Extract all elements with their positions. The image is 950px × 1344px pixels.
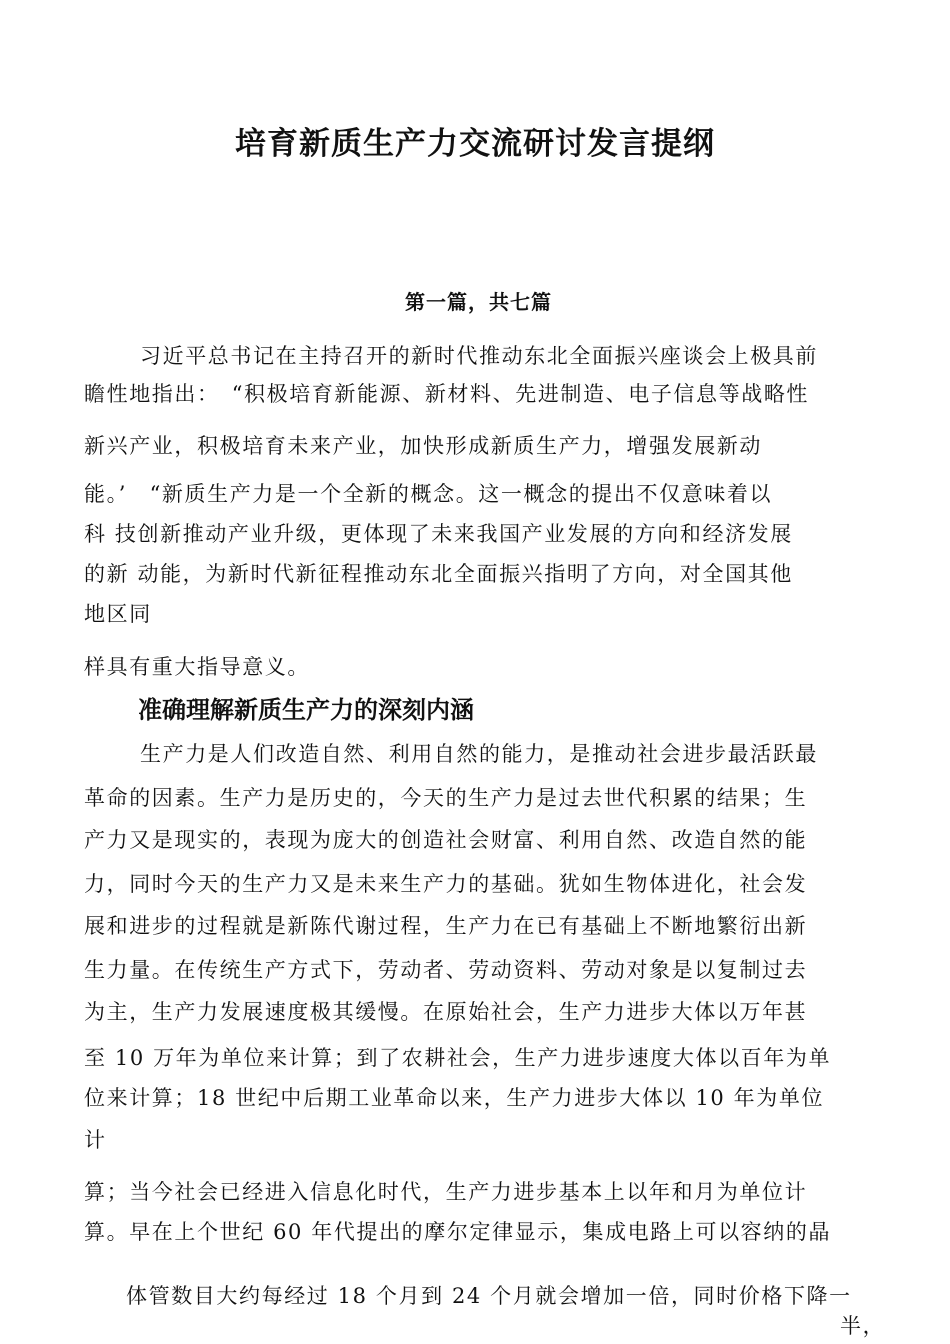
body-line: 生力量。在传统生产方式下，劳动者、劳动资料、劳动对象是以复制过去 bbox=[84, 958, 808, 982]
body-line: 计 bbox=[84, 1128, 107, 1152]
body-line: 力，同时今天的生产力又是未来生产力的基础。犹如生物体进化，社会发 bbox=[84, 872, 808, 896]
body-line: 位来计算；18 世纪中后期工业革命以来，生产力进步大体以 10 年为单位 bbox=[84, 1086, 825, 1110]
body-line: 至 10 万年为单位来计算；到了农耕社会，生产力进步速度大体以百年为单 bbox=[84, 1046, 832, 1070]
body-line: 体管数目大约每经过 18 个月到 24 个月就会增加一倍，同时价格下降一 bbox=[126, 1284, 852, 1308]
intro-line: 瞻性地指出： “积极培育新能源、新材料、先进制造、电子信息等战略性 bbox=[84, 382, 810, 406]
intro-line: 样具有重大指导意义。 bbox=[84, 655, 310, 679]
intro-line: 科 技创新推动产业升级，更体现了未来我国产业发展的方向和经济发展 bbox=[84, 522, 793, 546]
body-line: 生产力是人们改造自然、利用自然的能力，是推动社会进步最活跃最 bbox=[140, 742, 818, 766]
document-title: 培育新质生产力交流研讨发言提纲 bbox=[235, 126, 715, 162]
body-line: 算。早在上个世纪 60 年代提出的摩尔定律显示，集成电路上可以容纳的晶 bbox=[84, 1220, 832, 1244]
intro-line: 新兴产业，积极培育未来产业，加快形成新质生产力，增强发展新动 bbox=[84, 434, 762, 458]
intro-line: 地区同 bbox=[84, 602, 152, 626]
body-line: 为主，生产力发展速度极其缓慢。在原始社会，生产力进步大体以万年甚 bbox=[84, 1000, 808, 1024]
body-line: 展和进步的过程就是新陈代谢过程，生产力在已有基础上不断地繁衍出新 bbox=[84, 914, 808, 938]
body-line: 半， bbox=[840, 1314, 886, 1338]
body-line: 产力又是现实的，表现为庞大的创造社会财富、利用自然、改造自然的能 bbox=[84, 828, 808, 852]
intro-line: 的新 动能，为新时代新征程推动东北全面振兴指明了方向，对全国其他 bbox=[84, 562, 793, 586]
body-line: 革命的因素。生产力是历史的，今天的生产力是过去世代积累的结果；生 bbox=[84, 786, 808, 810]
part-label: 第一篇，共七篇 bbox=[405, 290, 552, 314]
intro-line: 习近平总书记在主持召开的新时代推动东北全面振兴座谈会上极具前 bbox=[140, 344, 818, 368]
intro-line: 能。’ “新质生产力是一个全新的概念。这一概念的提出不仅意味着以 bbox=[84, 482, 773, 506]
body-line: 算；当今社会已经进入信息化时代，生产力进步基本上以年和月为单位计 bbox=[84, 1180, 808, 1204]
section-heading: 准确理解新质生产力的深刻内涵 bbox=[138, 696, 474, 724]
